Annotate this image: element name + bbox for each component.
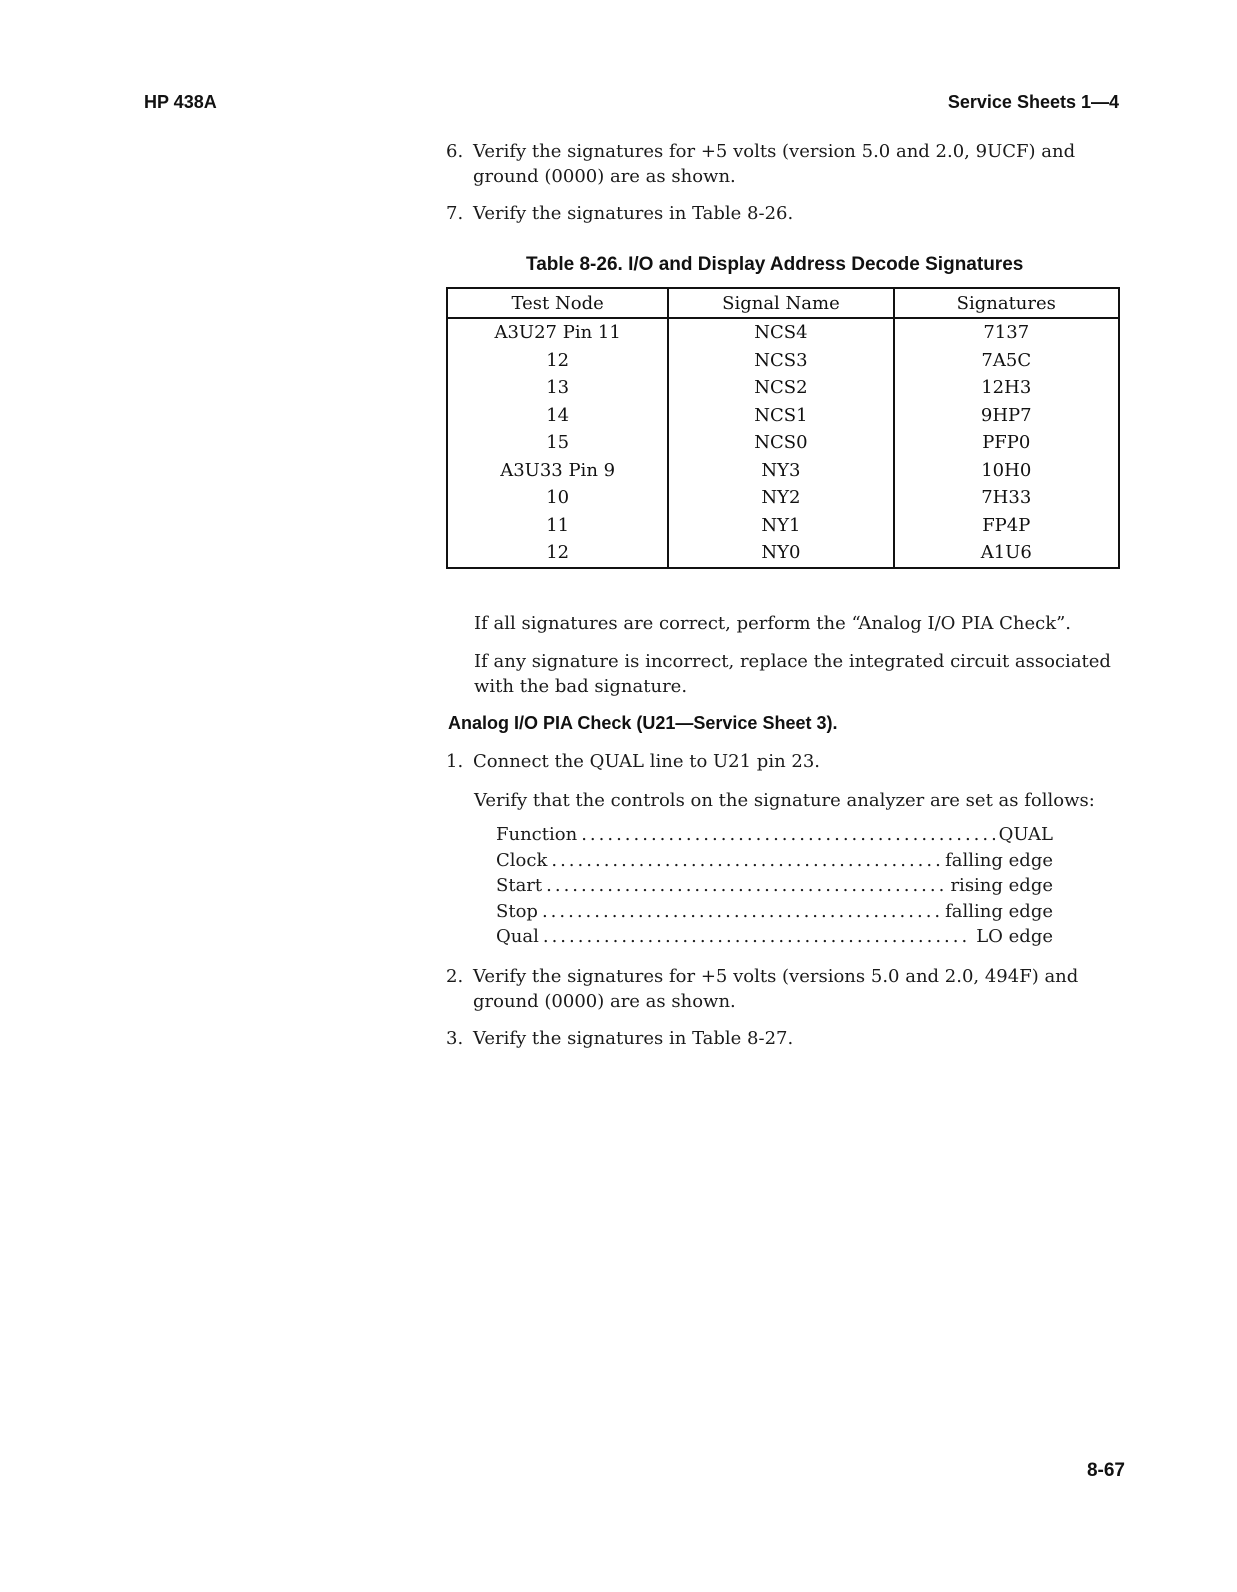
test-node-cell: 15 (546, 432, 570, 454)
signature-cell: A1U6 (894, 539, 1119, 568)
test-node-cell: 14 (546, 404, 570, 426)
table-title: Table 8-26. I/O and Display Address Decode Signatures (526, 254, 1024, 275)
setting-row (496, 926, 1053, 952)
table-row (447, 539, 1119, 568)
dot-leader (551, 850, 941, 871)
test-node-cell: 10 (546, 487, 570, 509)
setting-row (496, 901, 1053, 927)
column-header: Signal Name (668, 288, 893, 318)
verify-controls-text: Verify that the controls on the signature analyzer are set as follows: (474, 790, 1095, 811)
setting-value: falling edge (945, 900, 1053, 922)
setting-label: Clock (496, 849, 548, 871)
signature-cell: 12H3 (894, 374, 1119, 402)
signature-table (446, 287, 1120, 569)
step-number: 2. (446, 966, 464, 987)
signature-cell: PFP0 (894, 429, 1119, 457)
setting-label: Function (496, 824, 578, 845)
column-header: Signatures (894, 288, 1119, 318)
signal-name-cell: NCS3 (668, 347, 893, 375)
signal-name-cell: NCS0 (668, 429, 893, 457)
step-number: 3. (446, 1028, 464, 1049)
analyzer-settings-list (496, 824, 1053, 952)
signal-name-cell: NCS2 (668, 374, 893, 402)
signal-name-cell: NY2 (668, 484, 893, 512)
step-text: Connect the QUAL line to U21 pin 23. (473, 751, 821, 772)
setting-row (496, 824, 1053, 850)
table-row (447, 512, 1119, 540)
step-text: Verify the signatures in Table 8-26. (473, 203, 794, 224)
setting-label: Stop (496, 900, 538, 922)
header-model: HP 438A (144, 92, 217, 112)
table-row (447, 429, 1119, 457)
step-text: Verify the signatures for +5 volts (version 5.0 and 2.0, 9UCF) and ground (0000) are as shown. (473, 141, 1076, 187)
step-text: Verify the signatures for +5 volts (versions 5.0 and 2.0, 494F) and ground (0000) are as shown. (473, 966, 1079, 1012)
test-node-cell: 12 (546, 349, 570, 371)
setting-row (496, 850, 1053, 876)
dot-leader (543, 926, 972, 947)
setting-value: falling edge (945, 849, 1053, 871)
test-node-cell: 12 (546, 542, 570, 564)
setting-label: Start (496, 875, 543, 896)
signature-cell: 10H0 (894, 457, 1119, 485)
table-row (447, 347, 1119, 375)
step-number: 1. (446, 751, 464, 772)
setting-value: rising edge (950, 875, 1053, 896)
step-3 (446, 1026, 1126, 1051)
signature-cell: 7137 (894, 318, 1119, 347)
signal-name-cell: NCS4 (668, 318, 893, 347)
page-number: 8-67 (1086, 1460, 1125, 1481)
table-row (447, 318, 1119, 347)
step-6 (446, 139, 1126, 189)
table-row (447, 374, 1119, 402)
signature-cell: FP4P (894, 512, 1119, 540)
signal-name-cell: NY3 (668, 457, 893, 485)
step-number: 7. (446, 203, 464, 224)
paragraph-incorrect: If any signature is incorrect, replace the integrated circuit associated with the bad signature. (474, 651, 1111, 697)
table-row (447, 402, 1119, 430)
table-row (447, 457, 1119, 485)
signal-name-cell: NCS1 (668, 402, 893, 430)
step-number: 6. (446, 141, 464, 162)
step-1 (446, 749, 1126, 774)
test-node-cell: A3U33 Pin 9 (500, 459, 616, 481)
setting-label: Qual (496, 926, 539, 947)
signature-cell: 7A5C (894, 347, 1119, 375)
signature-cell: 9HP7 (894, 402, 1119, 430)
step-2 (446, 964, 1126, 1014)
step-text: Verify the signatures in Table 8-27. (473, 1028, 794, 1049)
table-row (447, 484, 1119, 512)
setting-value: LO edge (976, 926, 1053, 947)
test-node-cell: 13 (546, 377, 570, 399)
paragraph-correct: If all signatures are correct, perform the “Analog I/O PIA Check”. (474, 613, 1072, 634)
setting-row (496, 875, 1053, 901)
step-7 (446, 201, 1126, 226)
dot-leader (581, 824, 994, 845)
dot-leader (542, 901, 941, 922)
section-heading: Analog I/O PIA Check (U21—Service Sheet 3). (448, 713, 838, 733)
header-section: Service Sheets 1—4 (947, 92, 1119, 112)
signature-cell: 7H33 (894, 484, 1119, 512)
dot-leader (546, 875, 946, 896)
column-header: Test Node (447, 288, 668, 318)
table-header-row (447, 288, 1119, 318)
setting-value: QUAL (998, 824, 1053, 845)
test-node-cell: A3U27 Pin 11 (494, 322, 621, 344)
test-node-cell: 11 (546, 514, 570, 536)
signal-name-cell: NY0 (668, 539, 893, 568)
signal-name-cell: NY1 (668, 512, 893, 540)
